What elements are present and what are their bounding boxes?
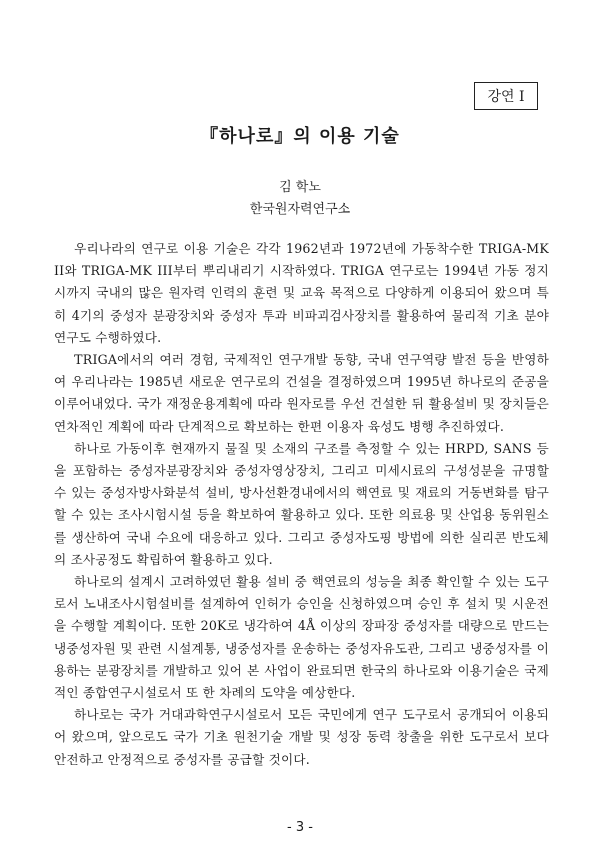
paragraph: TRIGA에서의 여러 경험, 국제적인 연구개발 동향, 국내 연구역량 발전 등을 반영하여 우리나라는 1985년 새로운 연구로의 건설을 결정하였으며 1995년 하나로의 준공을 이루어내었다. 국가 재정운용계획에 따라 원자로를 우선 건설한 뒤 활용설비 및 장치들은 연차적인 계획에 따라 단계적으로 확보하는 한편 이용자 육성도 병행 추진하였다. <box>54 352 549 434</box>
author-affiliation: 한국원자력연구소 <box>249 202 351 217</box>
page-number: - 3 - <box>287 820 313 835</box>
lecture-label-box <box>474 82 538 110</box>
paragraph: 우리나라의 연구로 이용 기술은 각각 1962년과 1972년에 가동착수한 TRIGA-MK II와 TRIGA-MK III부터 뿌리내리기 시작하였다. TRIGA 연구로는 1994년 가동 정지시까지 국내의 많은 원자력 인력의 훈련 및 교육 목적으로 다양하게 이용되어 왔으며 특히 4기의 중성자 분광장치와 중성자 투과 비파괴검사장치를 활용하여 물리적 기초 분야 연구도 수행하였다. <box>54 241 549 345</box>
paragraph: 하나로는 국가 거대과학연구시설로서 모든 국민에게 연구 도구로서 공개되어 이용되어 왔으며, 앞으로도 국가 기초 원천기술 개발 및 성장 동력 창출을 위한 도구로서 보다 안전하고 안정적으로 중성자를 공급할 것이다. <box>54 707 549 767</box>
body-text <box>54 238 549 771</box>
lecture-label: 강연 I <box>487 89 525 105</box>
author-name: 김 학노 <box>279 180 321 195</box>
paper-title: 『하나로』의 이용 기술 <box>200 126 400 147</box>
paragraph: 하나로 가동이후 현재까지 물질 및 소재의 구조를 측정할 수 있는 HRPD, SANS 등을 포함하는 중성자분광장치와 중성자영상장치, 그리고 미세시료의 구성성분을 규명할 수 있는 중성자방사화분석 설비, 방사선환경내에서의 핵연료 및 재료의 거동변화를 탐구할 수 있는 조사시험시설 등을 확보하여 활용하고 있다. 또한 의료용 및 산업용 동위원소를 생산하여 국내 수요에 대응하고 있다. 그리고 중성자도핑 방법에 의한 실리콘 반도체의 조사공정도 확립하여 활용하고 있다. <box>54 440 549 567</box>
paragraph: 하나로의 설계시 고려하였던 활용 설비 중 핵연료의 성능을 최종 확인할 수 있는 도구로서 노내조사시험설비를 설계하여 인허가 승인을 신청하였으며 승인 후 설치 및 시운전을 수행할 계획이다. 또한 20K로 냉각하여 4Å 이상의 장파장 중성자를 대량으로 만드는 냉중성자원 및 관련 시설계통, 냉중성자를 운송하는 중성자유도관, 그리고 냉중성자를 이용하는 분광장치를 개발하고 있어 본 사업이 완료되면 한국의 하나로와 이용기술은 국제적인 종합연구시설로서 또 한 차례의 도약을 예상한다. <box>54 574 549 701</box>
